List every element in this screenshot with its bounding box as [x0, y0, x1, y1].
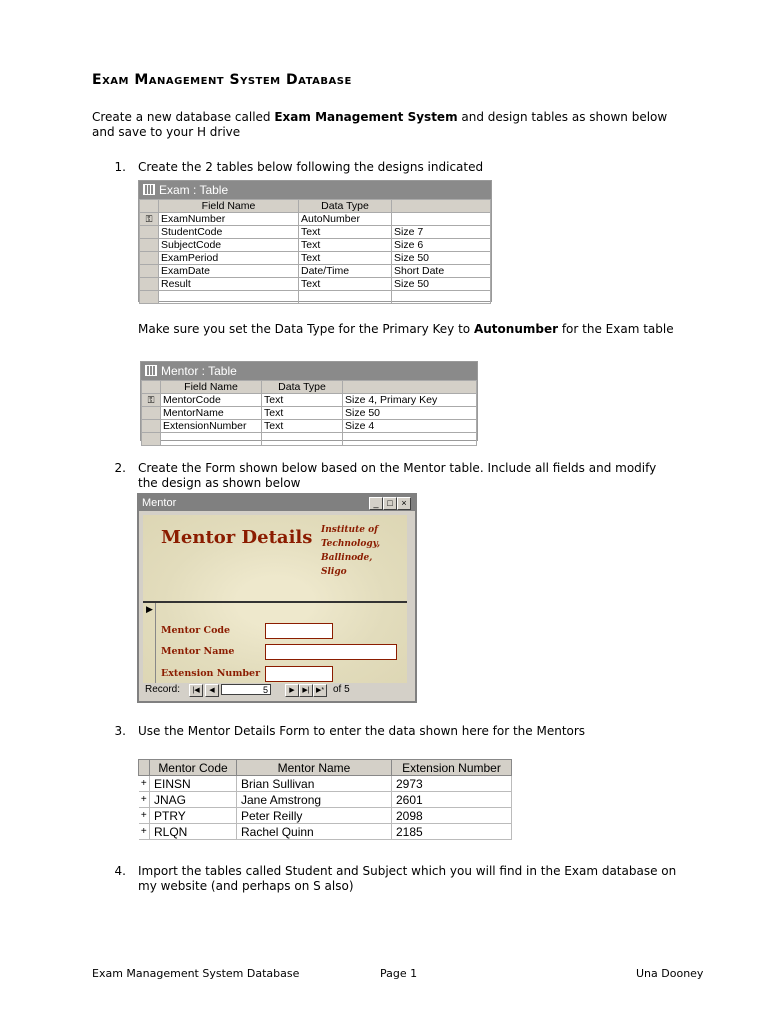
mentor-data-row: [139, 808, 512, 824]
expand-icon[interactable]: +: [139, 792, 150, 808]
exam-row-selector[interactable]: [140, 239, 159, 252]
mentor-field-name[interactable]: MentorName: [161, 407, 262, 420]
mentor-row: [142, 407, 477, 420]
close-button[interactable]: ×: [397, 497, 411, 510]
intro-paragraph: [92, 110, 692, 140]
exam-description[interactable]: Short Date: [392, 265, 491, 278]
exam-design-grid: [139, 199, 491, 304]
record-number-input[interactable]: 5: [221, 684, 271, 695]
institute-label: Institute of Technology, Ballinode, Sligo: [321, 525, 381, 577]
exam-field-name[interactable]: SubjectCode: [159, 239, 299, 252]
last-record-button[interactable]: ▶|: [299, 684, 313, 697]
exam-row: [140, 213, 491, 226]
mentor-field-name[interactable]: MentorCode: [161, 394, 262, 407]
mentor-description[interactable]: Size 4, Primary Key: [343, 394, 477, 407]
mentor-description[interactable]: Size 50: [343, 407, 477, 420]
mentor-header-desc: [343, 381, 477, 394]
new-record-button[interactable]: ▶*: [313, 684, 327, 697]
note-text-1: Make sure you set the Data Type for the Primary Key to: [138, 322, 474, 336]
exam-row-selector[interactable]: [140, 226, 159, 239]
exam-row-selector[interactable]: ⚿: [140, 213, 159, 226]
mentor-data-row: [139, 776, 512, 792]
label-mentor-name: Mentor Name: [161, 646, 235, 657]
mentor-name-cell[interactable]: Jane Amstrong: [237, 792, 392, 808]
extension-number-field[interactable]: [265, 666, 333, 682]
mentor-design-grid: [141, 380, 477, 446]
table-icon: [143, 184, 155, 195]
intro-text-2: and design tables as shown below and save to your H drive: [92, 110, 668, 139]
mentor-table-titlebar: [141, 362, 477, 380]
mentor-code-field[interactable]: [265, 623, 333, 639]
mentor-name-field[interactable]: [265, 644, 397, 660]
mentor-row-selector[interactable]: ⚿: [142, 394, 161, 407]
prev-record-button[interactable]: ◀: [205, 684, 219, 697]
step-1-text: Create the 2 tables below following the designs indicated: [138, 160, 484, 174]
extension-cell[interactable]: 2601: [392, 792, 512, 808]
record-selector[interactable]: [143, 603, 156, 689]
mentors-header-name: Mentor Name: [237, 760, 392, 776]
exam-description[interactable]: [392, 213, 491, 226]
note-bold: Autonumber: [473, 322, 559, 336]
label-mentor-code: Mentor Code: [161, 625, 231, 636]
exam-field-name[interactable]: ExamDate: [159, 265, 299, 278]
exam-data-type[interactable]: Text: [299, 252, 392, 265]
maximize-button[interactable]: □: [383, 497, 397, 510]
record-pointer-icon: ▶: [146, 605, 153, 615]
exam-row-selector[interactable]: [140, 265, 159, 278]
footer-right: Una Dooney: [636, 967, 704, 980]
mentor-form-window: [137, 493, 417, 703]
exam-description[interactable]: Size 6: [392, 239, 491, 252]
exam-row-selector[interactable]: [140, 278, 159, 291]
label-extension-number: Extension Number: [161, 668, 261, 679]
mentor-row-selector[interactable]: [142, 420, 161, 433]
mentor-field-name[interactable]: ExtensionNumber: [161, 420, 262, 433]
extension-cell[interactable]: 2098: [392, 808, 512, 824]
mentor-row-selector[interactable]: [142, 407, 161, 420]
mentor-data-row: [139, 824, 512, 840]
form-titlebar: [139, 495, 415, 511]
form-body: [143, 515, 407, 689]
exam-row: [140, 239, 491, 252]
mentors-header-code: Mentor Code: [150, 760, 237, 776]
exam-data-type[interactable]: Text: [299, 278, 392, 291]
exam-data-type[interactable]: Text: [299, 239, 392, 252]
form-window-title: Mentor: [142, 497, 177, 509]
exam-header-type: Data Type: [299, 200, 392, 213]
form-heading: Mentor Details: [161, 527, 313, 548]
form-header-section: [143, 515, 407, 603]
exam-table-titlebar: [139, 181, 491, 199]
exam-empty-row: [140, 291, 491, 304]
minimize-button[interactable]: _: [369, 497, 383, 510]
table-icon: [145, 365, 157, 376]
exam-row-selector[interactable]: [140, 252, 159, 265]
step-2-text: Create the Form shown below based on the Mentor table. Include all fields and modify the design as shown below: [138, 461, 657, 490]
expand-icon[interactable]: +: [139, 808, 150, 824]
mentor-table-title: Mentor : Table: [161, 364, 237, 378]
exam-field-name[interactable]: ExamNumber: [159, 213, 299, 226]
expand-icon[interactable]: +: [139, 824, 150, 840]
exam-field-name[interactable]: Result: [159, 278, 299, 291]
step-2-number: 2.: [114, 461, 126, 475]
extension-cell[interactable]: 2973: [392, 776, 512, 792]
first-record-button[interactable]: |◀: [189, 684, 203, 697]
exam-description[interactable]: Size 7: [392, 226, 491, 239]
mentor-header-type: Data Type: [262, 381, 343, 394]
exam-data-type[interactable]: AutoNumber: [299, 213, 392, 226]
next-record-button[interactable]: ▶: [285, 684, 299, 697]
mentor-data-type[interactable]: Text: [262, 420, 343, 433]
mentor-name-cell[interactable]: Rachel Quinn: [237, 824, 392, 840]
document-title: Exam Management System Database: [92, 72, 352, 88]
note-text-2: for the Exam table: [558, 322, 674, 336]
mentor-table-window: [140, 361, 478, 441]
exam-row: [140, 278, 491, 291]
mentor-name-cell[interactable]: Brian Sullivan: [237, 776, 392, 792]
step-1-number: 1.: [114, 160, 126, 174]
step-4-number: 4.: [114, 864, 126, 878]
intro-text-1: Create a new database called: [92, 110, 275, 124]
exam-row: [140, 265, 491, 278]
exam-field-name[interactable]: StudentCode: [159, 226, 299, 239]
mentor-code-cell[interactable]: EINSN: [150, 776, 237, 792]
exam-header-desc: [392, 200, 491, 213]
mentor-description[interactable]: Size 4: [343, 420, 477, 433]
mentor-data-row: [139, 792, 512, 808]
footer-left: Exam Management System Database: [92, 967, 300, 980]
mentor-data-table-wrap: [138, 759, 512, 840]
mentor-data-type[interactable]: Text: [262, 394, 343, 407]
mentor-code-cell[interactable]: RLQN: [150, 824, 237, 840]
mentor-code-cell[interactable]: PTRY: [150, 808, 237, 824]
step-3-number: 3.: [114, 724, 126, 738]
step-4-text: Import the tables called Student and Subject which you will find in the Exam database on my website (and perhaps on S also): [138, 864, 677, 893]
mentor-data-type[interactable]: Text: [262, 407, 343, 420]
exam-row: [140, 252, 491, 265]
exam-row: [140, 226, 491, 239]
mentor-data-table: [138, 759, 512, 840]
mentor-row: [142, 394, 477, 407]
expand-icon[interactable]: +: [139, 776, 150, 792]
record-label: Record:: [145, 684, 181, 695]
exam-table-window: [138, 180, 492, 302]
autonumber-note: [138, 322, 738, 337]
footer-page: Page 1: [380, 967, 418, 980]
exam-description[interactable]: Size 50: [392, 252, 491, 265]
intro-bold: Exam Management System: [274, 110, 458, 124]
step-3-text: Use the Mentor Details Form to enter the data shown here for the Mentors: [138, 724, 586, 738]
exam-table-title: Exam : Table: [159, 183, 229, 197]
exam-description[interactable]: Size 50: [392, 278, 491, 291]
mentor-code-cell[interactable]: JNAG: [150, 792, 237, 808]
exam-field-name[interactable]: ExamPeriod: [159, 252, 299, 265]
mentor-empty-row: [142, 433, 477, 446]
exam-data-type[interactable]: Text: [299, 226, 392, 239]
mentor-header-field: Field Name: [161, 381, 262, 394]
extension-cell[interactable]: 2185: [392, 824, 512, 840]
exam-header-field: Field Name: [159, 200, 299, 213]
record-count: of 5: [333, 684, 350, 695]
exam-data-type[interactable]: Date/Time: [299, 265, 392, 278]
record-navigation-bar: [143, 683, 407, 697]
mentor-name-cell[interactable]: Peter Reilly: [237, 808, 392, 824]
mentors-header-ext: Extension Number: [392, 760, 512, 776]
mentor-row: [142, 420, 477, 433]
